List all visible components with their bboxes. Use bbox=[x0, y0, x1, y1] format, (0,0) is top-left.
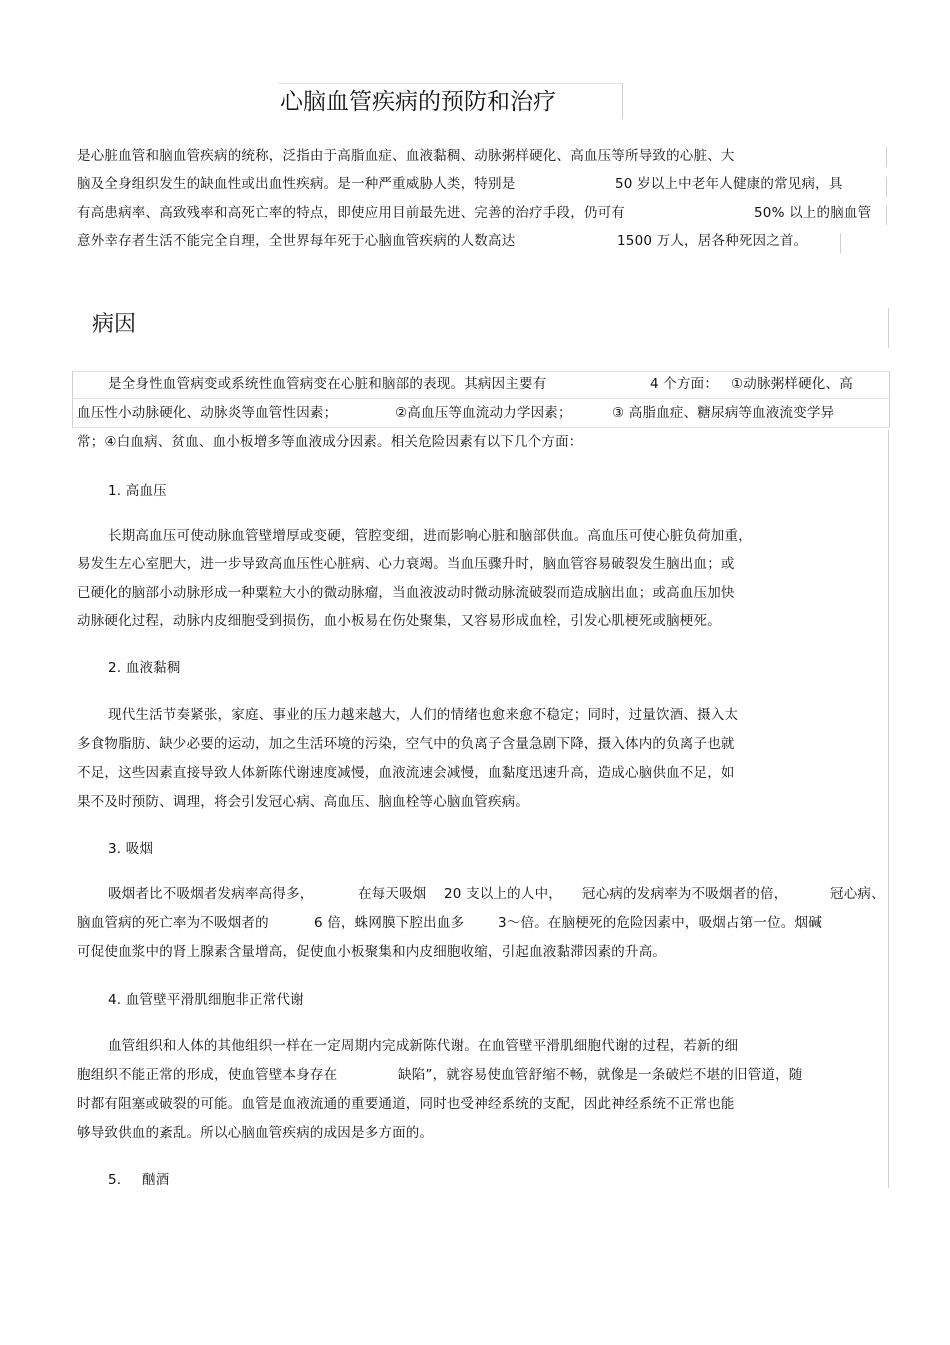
item2-line-1: 现代生活节奏紧张，家庭、事业的压力越来越大，人们的情绪也愈来愈不稳定；同时，过量饮酒、摄入太 bbox=[108, 707, 739, 723]
item3-seg-7: 6 倍，蛛网膜下腔出血多 bbox=[314, 915, 465, 931]
item-heading-alcohol-text: 酗酒 bbox=[142, 1172, 170, 1188]
intro-line-3b: 50% 以上的脑血管 bbox=[754, 205, 872, 221]
intro-line-2b: 50 岁以上中老年人健康的常见病，具 bbox=[615, 176, 843, 192]
item4-seg-3: 缺陷”，就容易使血管舒缩不畅，就像是一条破烂不堪的旧管道，随 bbox=[398, 1067, 803, 1083]
cause-frame-top bbox=[72, 371, 890, 372]
cause-frame-bottom bbox=[72, 427, 890, 428]
cause-line-1b: 4 个方面： bbox=[650, 376, 719, 392]
cause-frame-right bbox=[889, 371, 890, 427]
item-heading-blood-viscosity: 2. 血液黏稠 bbox=[108, 660, 181, 676]
item3-seg-8: 3～倍。在脑梗死的危险因素中，吸烟占第一位。烟碱 bbox=[498, 915, 822, 931]
item3-seg-3: 20 支以上的人中， bbox=[444, 886, 562, 902]
cause-line-2b: ②高血压等血流动力学因素； bbox=[395, 405, 572, 421]
cause-line-3: 常；④白血病、贫血、血小板增多等血液成分因素。相关危险因素有以下几个方面： bbox=[77, 434, 583, 450]
item3-seg-9: 可促使血浆中的肾上腺素含量增高，促使血小板聚集和内皮细胞收缩，引起血液黏滞因素的升高。 bbox=[77, 944, 667, 960]
item1-line-3: 已硬化的脑部小动脉形成一种粟粒大小的微动脉瘤，当血液波动时微动脉流破裂而造成脑出血；或高血压加快 bbox=[77, 585, 735, 601]
intro-frame-right-1 bbox=[886, 147, 887, 167]
item4-seg-1: 血管组织和人体的其他组织一样在一定周期内完成新陈代谢。在血管壁平滑肌细胞代谢的过程，若新的细 bbox=[108, 1038, 739, 1054]
intro-frame-right-2 bbox=[886, 177, 887, 197]
document-title: 心脑血管疾病的预防和治疗 bbox=[280, 89, 556, 115]
item1-line-2: 易发生左心室肥大，进一步导致高血压性心脏病、心力衰竭。当血压骤升时，脑血管容易破裂发生脑出血；或 bbox=[77, 556, 735, 572]
cause-frame-left bbox=[72, 371, 73, 427]
item4-seg-4: 时都有阻塞或破裂的可能。血管是血液流通的重要通道，同时也受神经系统的支配，因此神经系统不正常也能 bbox=[77, 1096, 735, 1112]
intro-line-4b: 1500 万人，居各种死因之首。 bbox=[617, 233, 808, 249]
cause-line-2a: 血压性小动脉硬化、动脉炎等血管性因素； bbox=[77, 405, 338, 421]
item1-line-4: 动脉硬化过程，动脉内皮细胞受到损伤，血小板易在伤处聚集，又容易形成血栓，引发心肌梗死或脑梗死。 bbox=[77, 613, 721, 629]
item3-seg-1: 吸烟者比不吸烟者发病率高得多， bbox=[108, 886, 314, 902]
item3-seg-4: 冠心病的发病率为不吸烟者的倍， bbox=[582, 886, 788, 902]
item-heading-smooth-muscle: 4. 血管壁平滑肌细胞非正常代谢 bbox=[108, 992, 304, 1008]
item1-line-1: 长期高血压可使动脉血管壁增厚或变硬，管腔变细，进而影响心脏和脑部供血。高血压可使心脏负荷加重， bbox=[108, 528, 752, 544]
cause-line-1a: 是全身性血管病变或系统性血管病变在心脏和脑部的表现。其病因主要有 bbox=[108, 376, 547, 392]
item-heading-alcohol-number: 5. bbox=[108, 1172, 122, 1188]
item2-line-2: 多食物脂肪、缺少必要的运动，加之生活环境的污染，空气中的负离子含量急剧下降，摄入体内的负离子也就 bbox=[77, 736, 735, 752]
intro-line-4a: 意外幸存者生活不能完全自理，全世界每年死于心脑血管疾病的人数高达 bbox=[77, 233, 516, 249]
item-heading-hypertension: 1. 高血压 bbox=[108, 483, 167, 499]
item2-line-3: 不足，这些因素直接导致人体新陈代谢速度减慢，血液流速会减慢，血黏度迅速升高，造成心脑供血不足，如 bbox=[77, 765, 735, 781]
intro-line-2a: 脑及全身组织发生的缺血性或出血性疾病。是一种严重威胁人类，特别是 bbox=[77, 176, 516, 192]
item4-seg-2: 胞组织不能正常的形成，使血管壁本身存在 bbox=[77, 1067, 338, 1083]
item3-seg-2: 在每天吸烟 bbox=[358, 886, 427, 902]
intro-line-3a: 有高患病率、高致残率和高死亡率的特点，即使应用目前最先进、完善的治疗手段，仍可有 bbox=[77, 205, 625, 221]
item-heading-smoking: 3. 吸烟 bbox=[108, 841, 154, 857]
heading-frame-right bbox=[888, 308, 889, 348]
intro-frame-right-3 bbox=[886, 205, 887, 225]
section-heading-cause: 病因 bbox=[92, 312, 137, 337]
item2-line-4: 果不及时预防、调理，将会引发冠心病、高血压、脑血栓等心脑血管疾病。 bbox=[77, 794, 530, 810]
cause-line-1c: ①动脉粥样硬化、高 bbox=[731, 376, 853, 392]
intro-line-1: 是心脏血管和脑血管疾病的统称，泛指由于高脂血症、血液黏稠、动脉粥样硬化、高血压等所导致的心脏、大 bbox=[77, 148, 735, 164]
title-frame-right bbox=[622, 83, 623, 119]
item3-seg-5: 冠心病、 bbox=[830, 886, 885, 902]
cause-frame-mid bbox=[72, 398, 890, 399]
body-frame-right bbox=[888, 430, 889, 1188]
intro-frame-right-4 bbox=[840, 233, 841, 253]
title-frame-top bbox=[278, 83, 623, 84]
item4-seg-5: 够导致供血的紊乱。所以心脑血管疾病的成因是多方面的。 bbox=[77, 1125, 434, 1141]
item3-seg-6: 脑血管病的死亡率为不吸烟者的 bbox=[77, 915, 269, 931]
cause-line-2c: ③ 高脂血症、糖尿病等血液流变学异 bbox=[612, 405, 835, 421]
